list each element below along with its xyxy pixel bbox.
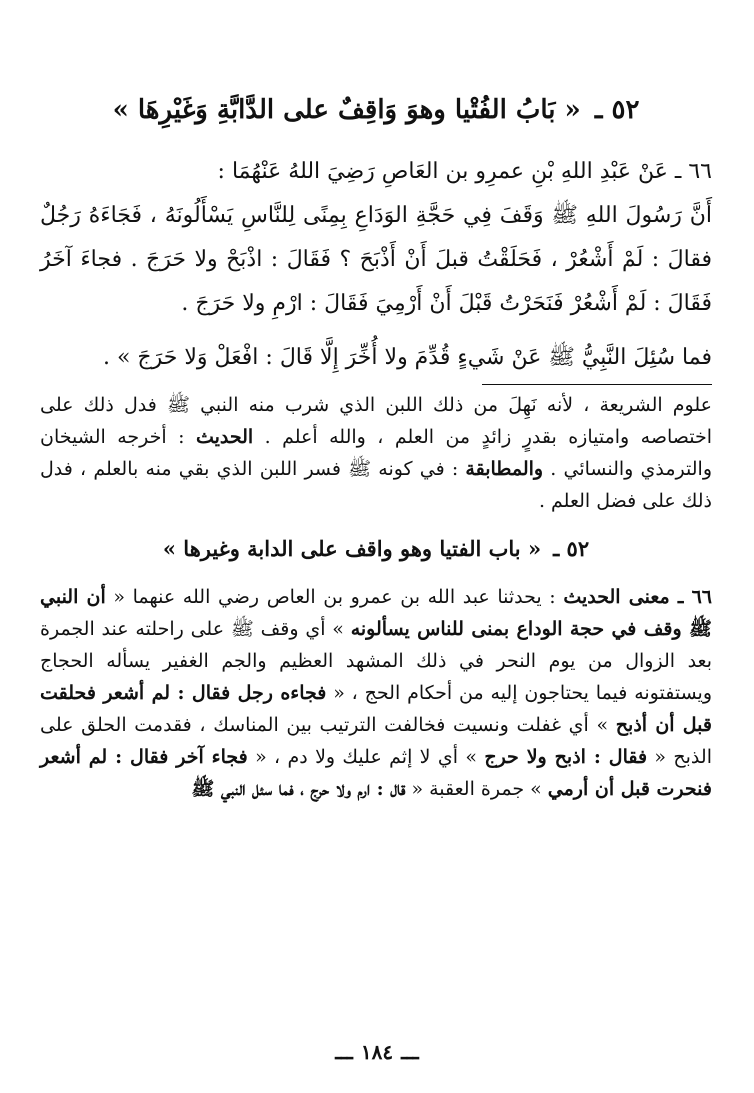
commentary-text: » أي لا إثم عليك ولا دم ، « [247, 746, 485, 768]
footnote-divider [482, 384, 712, 385]
page-number: ١٨٤ [360, 1040, 394, 1064]
commentary-text: » أي غفلت ونسيت فخالفت الترتيب بين المناسك ، فقدمت الحلق على الذبح « [40, 714, 712, 768]
label-mutabaqa: والمطابقة [465, 458, 544, 480]
footer-dash: ـــ [335, 1040, 353, 1064]
commentary-quote: قال : ارم ولا حرج ، فما سئل النبي ﷺ [191, 778, 406, 800]
commentary-lead: ٦٦ ـ معنى الحديث [563, 586, 713, 608]
prev-commentary-part: علوم الشريعة ، لأنه نَهِلَ من ذلك اللبن الذي شرب منه النبي ﷺ فدل ذلك على اختصاصه وامتيازه بقدرٍ زائدٍ من العلم ، والله أعلم . [40, 394, 712, 448]
commentary-chapter-title: « باب الفتيا وهو واقف على الدابة وغيرها » [162, 536, 542, 561]
commentary-quote: فقال : اذبح ولا حرج [484, 746, 648, 768]
commentary-text: : يحدثنا عبد الله بن عمرو بن العاص رضي الله عنهما « [105, 586, 564, 608]
commentary-text: » أي وقف ﷺ على راحلته عند الجمرة بعد الزوال من يوم النحر في ذلك المشهد العظيم والجم الغفير يسأله الحجاج ويستفتونه فيما يحتاجون إليه من أحكام الحج ، « [40, 618, 712, 704]
commentary-quote: أن النبي ﷺ وقف في حجة الوداع بمنى للناس يسألونه [40, 586, 713, 640]
hadith-text: أَنَّ رَسُولَ اللهِ ﷺ وَقَفَ فِي حَجَّةِ الوَدَاعِ بِمِنًى لِلنَّاسِ يَسْأَلُونَهُ ، فَجَاءَهُ رَجُلٌ فقالَ : لَمْ أَشْعُرْ ، فَحَلَقْتُ قبلَ أَنْ أَذْبَحَ ؟ فَقَالَ : اذْبَحْ ولا حَرَجَ . فجاءَ آخَرُ فَقَالَ : لَمْ أَشْعُرْ فَنَحَرْتُ قَبْلَ أَنْ أَرْمِيَ فَقَالَ : ارْمِ ولا حَرَجَ . [40, 203, 712, 316]
prev-commentary-part: : في كونه ﷺ فسر اللبن الذي بقي منه بالعلم ، فدل ذلك على فضل العلم . [40, 458, 712, 512]
footer-dash: ـــ [401, 1040, 419, 1064]
page-footer [0, 1040, 754, 1064]
chapter-title: « بَابُ الفُتْيا وهوَ وَاقِفٌ على الدَّابَّةِ وَغَيْرِهَا » [112, 95, 581, 125]
previous-commentary [40, 389, 712, 517]
hadith-chain: ٦٦ ـ عَنْ عَبْدِ اللهِ بْنِ عمرِو بن العَاصِ رَضِيَ اللهُ عَنْهُمَا : [217, 159, 712, 184]
commentary-text: » جمرة العقبة « [405, 778, 548, 800]
prev-commentary-part: : أخرجه الشيخان والترمذي والنسائي . [40, 426, 712, 480]
hadith-text-end: فما سُئِلَ النَّبِيُّ ﷺ عَنْ شَيءٍ قُدِّمَ ولا أُخِّرَ إِلَّا قَالَ : افْعَلْ وَلا حَرَجَ » . [102, 345, 712, 370]
commentary-chapter-heading [40, 529, 712, 569]
commentary-chapter-number: ٥٢ ـ [553, 536, 590, 561]
chapter-heading [40, 90, 712, 130]
commentary-quote: فجاء آخر فقال : لم أشعر فنحرت قبل أن أرمي [40, 746, 712, 800]
commentary-paragraph [40, 581, 712, 805]
page-content [40, 70, 712, 805]
label-hadith: الحديث [195, 426, 254, 448]
chapter-number: ٥٢ ـ [594, 95, 640, 125]
commentary-quote: فجاءه رجل فقال : لم أشعر فحلقت قبل أن أذبح [40, 682, 712, 736]
